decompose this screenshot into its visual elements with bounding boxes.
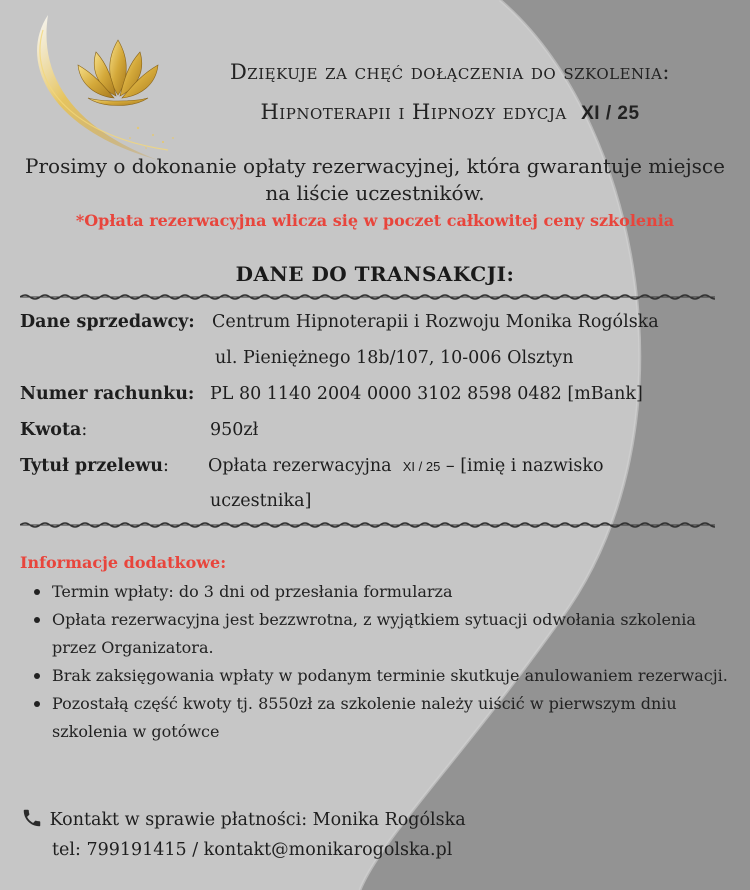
contact-line bbox=[20, 805, 466, 835]
bullet-icon bbox=[34, 701, 40, 707]
list-item-text: Pozostałą część kwoty tj. 8550zł za szkolenie należy uiścić w pierwszym dniu szkolenia w gotówce bbox=[52, 694, 677, 741]
list-item-text: Brak zaksięgowania wpłaty w podanym terminie skutkuje anulowaniem rezerwacji. bbox=[52, 666, 728, 685]
amount-label-text: Kwota bbox=[20, 420, 82, 440]
list-item bbox=[20, 690, 740, 746]
seller-address: ul. Pieniężnego 18b/107, 10-006 Olsztyn bbox=[215, 348, 574, 368]
reservation-fee-note: *Opłata rezerwacyjna wlicza się w poczet całkowitej ceny szkolenia bbox=[75, 211, 675, 230]
list-item-text: Opłata rezerwacyjna jest bezzwrotna, z wyjątkiem sytuacji odwołania szkolenia przez Organizatora. bbox=[52, 610, 696, 657]
heading-course-edition bbox=[150, 100, 750, 125]
seller-value: Centrum Hipnoterapii i Rozwoju Monika Rogólska bbox=[212, 312, 659, 332]
payment-request-text: Prosimy o dokonanie opłaty rezerwacyjnej, która gwarantuje miejsce na liście uczestników. bbox=[25, 154, 725, 205]
ornamental-divider bbox=[20, 293, 715, 301]
list-item bbox=[20, 578, 740, 606]
transfer-title-value bbox=[208, 456, 604, 476]
account-label: Numer rachunku: bbox=[20, 384, 195, 404]
amount-label bbox=[20, 420, 87, 440]
list-item-text: Termin wpłaty: do 3 dni od przesłania formularza bbox=[52, 582, 453, 601]
bullet-icon bbox=[34, 589, 40, 595]
additional-info-title: Informacje dodatkowe: bbox=[20, 553, 227, 572]
additional-info-list bbox=[20, 578, 740, 746]
transfer-title-continuation: uczestnika] bbox=[210, 491, 312, 511]
transfer-title-text: Opłata rezerwacyjna bbox=[208, 456, 392, 476]
seller-label: Dane sprzedawcy: bbox=[20, 312, 195, 332]
account-number: PL 80 1140 2004 0000 3102 8598 0482 [mBank] bbox=[210, 384, 643, 404]
ornamental-divider bbox=[20, 521, 715, 529]
contact-details[interactable]: tel: 799191415 / kontakt@monikarogolska.pl bbox=[52, 840, 453, 860]
bullet-icon bbox=[34, 673, 40, 679]
contact-label: Kontakt w sprawie płatności: Monika Rogólska bbox=[49, 810, 466, 830]
list-item bbox=[20, 662, 740, 690]
transfer-title-edition: XI / 25 bbox=[402, 459, 441, 474]
amount-value: 950zł bbox=[210, 420, 259, 440]
amount-label-colon: : bbox=[81, 420, 88, 440]
list-item bbox=[20, 606, 740, 662]
transfer-title-suffix: – [imię i nazwisko bbox=[445, 456, 604, 476]
transaction-section-title: DANE DO TRANSAKCJI: bbox=[235, 262, 515, 286]
transfer-title-label bbox=[20, 456, 169, 476]
bullet-icon bbox=[34, 617, 40, 623]
heading-thank-you: Dziękuje za chęć dołączenia do szkolenia: bbox=[229, 60, 671, 84]
contact-block bbox=[20, 805, 466, 865]
edition-label: XI / 25 bbox=[581, 103, 640, 124]
lotus-logo-icon bbox=[18, 10, 198, 170]
transfer-title-label-text: Tytuł przelewu bbox=[20, 456, 163, 476]
transfer-title-label-colon: : bbox=[163, 456, 169, 476]
course-name: Hipnoterapii i Hipnozy edycja bbox=[260, 100, 567, 124]
phone-icon bbox=[20, 807, 44, 829]
